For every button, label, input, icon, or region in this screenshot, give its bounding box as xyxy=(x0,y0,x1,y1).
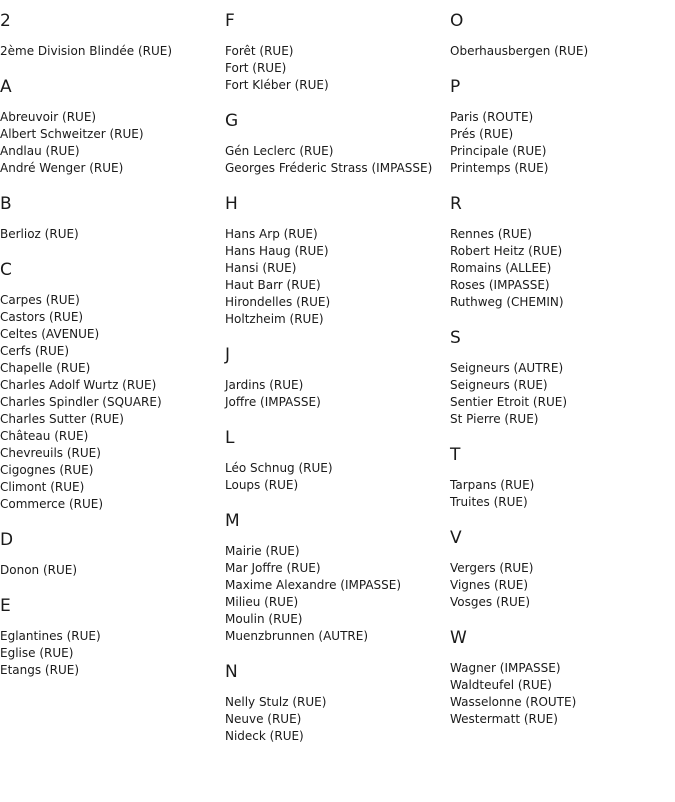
letter-group xyxy=(0,259,225,513)
letter-group xyxy=(225,10,450,94)
street-link[interactable]: Romains (ALLEE) xyxy=(450,261,552,275)
street-link[interactable]: Hirondelles (RUE) xyxy=(225,295,331,309)
letter-group xyxy=(0,529,225,579)
letter-heading: L xyxy=(225,428,235,448)
street-link[interactable]: Vergers (RUE) xyxy=(450,561,534,575)
letter-group xyxy=(0,193,225,243)
letter-heading: D xyxy=(0,530,14,550)
street-link[interactable]: Albert Schweitzer (RUE) xyxy=(0,127,144,141)
letter-heading: P xyxy=(450,77,461,97)
street-list xyxy=(225,43,450,94)
letter-group xyxy=(0,10,225,60)
street-link[interactable]: Climont (RUE) xyxy=(0,480,85,494)
letter-heading: B xyxy=(0,194,12,214)
street-link[interactable]: Oberhausbergen (RUE) xyxy=(450,44,589,58)
letter-heading: A xyxy=(0,77,12,97)
street-link[interactable]: Wasselonne (ROUTE) xyxy=(450,695,577,709)
street-link[interactable]: Léo Schnug (RUE) xyxy=(225,461,333,475)
street-link[interactable]: Loups (RUE) xyxy=(225,478,299,492)
index-column xyxy=(0,10,225,695)
street-link[interactable]: Castors (RUE) xyxy=(0,310,84,324)
street-link[interactable]: Roses (IMPASSE) xyxy=(450,278,550,292)
letter-heading: T xyxy=(450,445,461,465)
street-link[interactable]: Seigneurs (AUTRE) xyxy=(450,361,564,375)
street-link[interactable]: Muenzbrunnen (AUTRE) xyxy=(225,629,369,643)
index-column xyxy=(225,10,450,761)
letter-group xyxy=(450,527,675,611)
street-link[interactable]: Georges Fréderic Strass (IMPASSE) xyxy=(225,161,433,175)
letter-heading: M xyxy=(225,511,240,531)
letter-heading: F xyxy=(225,11,235,31)
street-link[interactable]: Neuve (RUE) xyxy=(225,712,302,726)
street-link[interactable]: St Pierre (RUE) xyxy=(450,412,539,426)
street-link[interactable]: Sentier Etroit (RUE) xyxy=(450,395,567,409)
letter-group xyxy=(225,510,450,645)
letter-heading: J xyxy=(225,345,231,365)
street-link[interactable]: Etangs (RUE) xyxy=(0,663,79,677)
street-link[interactable]: Paris (ROUTE) xyxy=(450,110,534,124)
street-link[interactable]: Château (RUE) xyxy=(0,429,89,443)
street-list xyxy=(0,628,225,679)
letter-group xyxy=(0,595,225,679)
street-link[interactable]: Hans Arp (RUE) xyxy=(225,227,318,241)
street-list xyxy=(450,477,675,511)
street-link[interactable]: Fort Kléber (RUE) xyxy=(225,78,329,92)
street-link[interactable]: Milieu (RUE) xyxy=(225,595,299,609)
street-link[interactable]: Charles Sutter (RUE) xyxy=(0,412,124,426)
street-list xyxy=(450,360,675,428)
street-link[interactable]: Fort (RUE) xyxy=(225,61,287,75)
street-list xyxy=(0,562,225,579)
street-link[interactable]: Commerce (RUE) xyxy=(0,497,104,511)
street-link[interactable]: Vignes (RUE) xyxy=(450,578,529,592)
street-link[interactable]: Maxime Alexandre (IMPASSE) xyxy=(225,578,402,592)
street-link[interactable]: Andlau (RUE) xyxy=(0,144,80,158)
street-list xyxy=(0,226,225,243)
street-link[interactable]: Westermatt (RUE) xyxy=(450,712,558,726)
letter-group xyxy=(450,10,675,60)
street-link[interactable]: Hansi (RUE) xyxy=(225,261,297,275)
street-link[interactable]: Charles Spindler (SQUARE) xyxy=(0,395,162,409)
letter-heading: W xyxy=(450,628,467,648)
letter-group xyxy=(225,661,450,745)
letter-group xyxy=(225,344,450,411)
street-list xyxy=(225,226,450,328)
street-link[interactable]: André Wenger (RUE) xyxy=(0,161,124,175)
index-column xyxy=(450,10,675,744)
street-link[interactable]: Celtes (AVENUE) xyxy=(0,327,100,341)
letter-group xyxy=(450,193,675,311)
letter-group xyxy=(450,627,675,728)
street-link[interactable]: Chevreuils (RUE) xyxy=(0,446,101,460)
street-link[interactable]: Charles Adolf Wurtz (RUE) xyxy=(0,378,157,392)
letter-group xyxy=(450,327,675,428)
letter-group xyxy=(0,76,225,177)
letter-heading: 2 xyxy=(0,11,11,31)
street-link[interactable]: Abreuvoir (RUE) xyxy=(0,110,97,124)
street-link[interactable]: Prés (RUE) xyxy=(450,127,514,141)
street-list xyxy=(225,143,450,177)
letter-heading: H xyxy=(225,194,238,214)
street-link[interactable]: Tarpans (RUE) xyxy=(450,478,535,492)
street-list xyxy=(0,292,225,513)
street-link[interactable]: Mar Joffre (RUE) xyxy=(225,561,321,575)
street-link[interactable]: Moulin (RUE) xyxy=(225,612,303,626)
street-link[interactable]: Berlioz (RUE) xyxy=(0,227,79,241)
letter-group xyxy=(450,76,675,177)
street-link[interactable]: Truites (RUE) xyxy=(450,495,528,509)
letter-heading: S xyxy=(450,328,461,348)
street-list xyxy=(225,377,450,411)
street-link[interactable]: Hans Haug (RUE) xyxy=(225,244,329,258)
street-link[interactable]: Waldteufel (RUE) xyxy=(450,678,552,692)
street-link[interactable]: Gén Leclerc (RUE) xyxy=(225,144,334,158)
street-list xyxy=(225,543,450,645)
street-list xyxy=(0,109,225,177)
letter-group xyxy=(225,427,450,494)
letter-group xyxy=(225,193,450,328)
street-list xyxy=(450,660,675,728)
street-list xyxy=(0,43,225,60)
street-link[interactable]: Seigneurs (RUE) xyxy=(450,378,548,392)
street-link[interactable]: Donon (RUE) xyxy=(0,563,78,577)
street-list xyxy=(450,226,675,311)
street-link[interactable]: Chapelle (RUE) xyxy=(0,361,91,375)
letter-heading: N xyxy=(225,662,238,682)
letter-heading: E xyxy=(0,596,11,616)
street-link[interactable]: Wagner (IMPASSE) xyxy=(450,661,561,675)
street-link[interactable]: Cerfs (RUE) xyxy=(0,344,70,358)
street-link[interactable]: Mairie (RUE) xyxy=(225,544,300,558)
street-link[interactable]: Cigognes (RUE) xyxy=(0,463,94,477)
letter-heading: O xyxy=(450,11,464,31)
street-link[interactable]: Nelly Stulz (RUE) xyxy=(225,695,327,709)
street-list xyxy=(225,694,450,745)
letter-group xyxy=(450,444,675,511)
street-link[interactable]: Jardins (RUE) xyxy=(225,378,304,392)
letter-heading: R xyxy=(450,194,462,214)
street-link[interactable]: Eglantines (RUE) xyxy=(0,629,101,643)
letter-group xyxy=(225,110,450,177)
street-list xyxy=(450,109,675,177)
street-link[interactable]: Printemps (RUE) xyxy=(450,161,549,175)
street-link[interactable]: Carpes (RUE) xyxy=(0,293,80,307)
street-link[interactable]: Forêt (RUE) xyxy=(225,44,294,58)
letter-heading: C xyxy=(0,260,12,280)
letter-heading: V xyxy=(450,528,462,548)
street-link[interactable]: Vosges (RUE) xyxy=(450,595,531,609)
street-link[interactable]: Holtzheim (RUE) xyxy=(225,312,324,326)
street-link[interactable]: 2ème Division Blindée (RUE) xyxy=(0,44,173,58)
letter-heading: G xyxy=(225,111,239,131)
street-link[interactable]: Joffre (IMPASSE) xyxy=(225,395,321,409)
street-link[interactable]: Principale (RUE) xyxy=(450,144,547,158)
street-list xyxy=(450,560,675,611)
street-list xyxy=(225,460,450,494)
street-link[interactable]: Ruthweg (CHEMIN) xyxy=(450,295,564,309)
street-list xyxy=(450,43,675,60)
street-link[interactable]: Rennes (RUE) xyxy=(450,227,532,241)
street-link[interactable]: Robert Heitz (RUE) xyxy=(450,244,563,258)
street-link[interactable]: Haut Barr (RUE) xyxy=(225,278,321,292)
street-link[interactable]: Eglise (RUE) xyxy=(0,646,74,660)
street-link[interactable]: Nideck (RUE) xyxy=(225,729,304,743)
